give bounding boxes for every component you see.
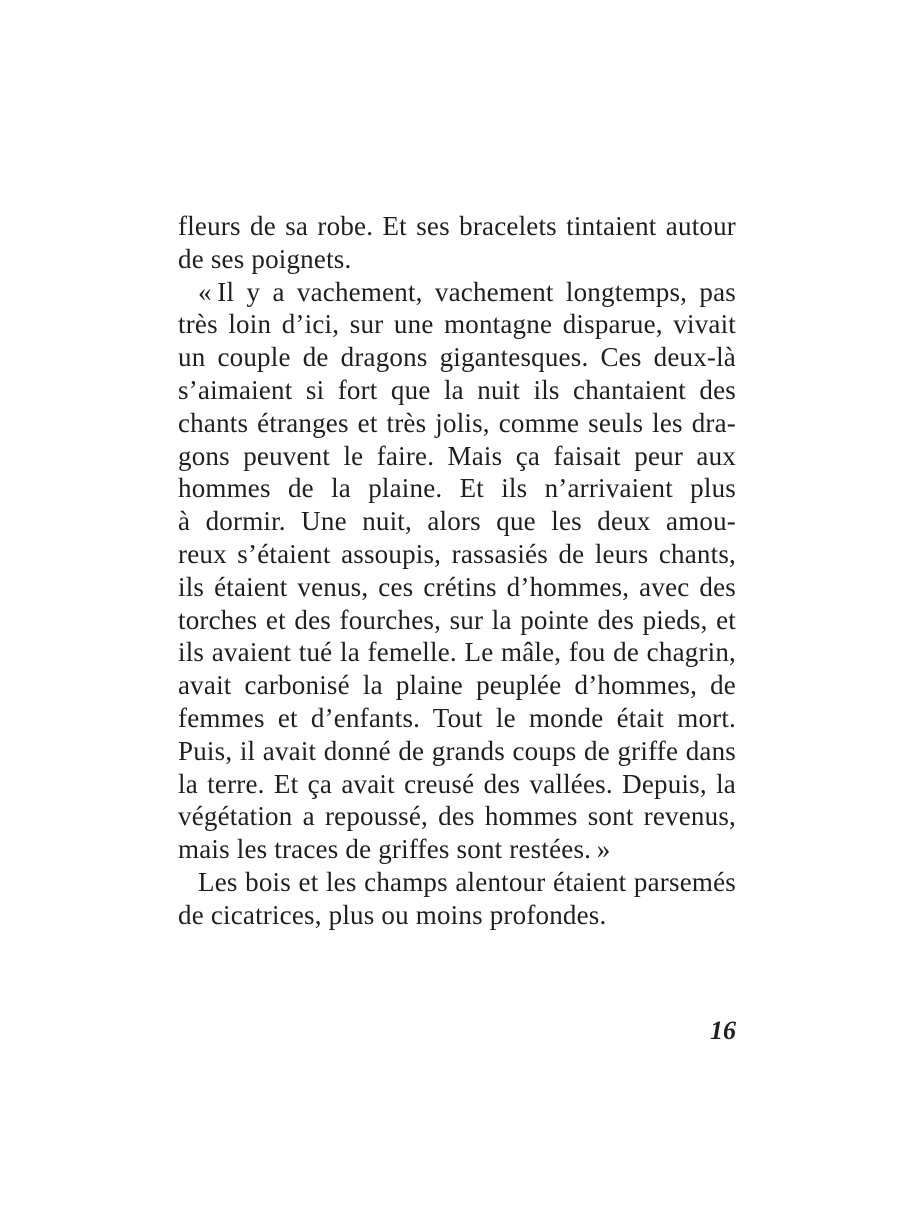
paragraph — [178, 210, 736, 276]
text-line: la terre. Et ça avait creusé des vallées. Depuis, la — [178, 768, 736, 799]
page-number: 16 — [710, 1016, 736, 1045]
text-line: « Il y a vachement, vachement longtemps, pas — [198, 276, 736, 307]
text-line: hommes de la plaine. Et ils n’arrivaient plus — [178, 473, 736, 504]
text-line: s’aimaient si fort que la nuit ils chantaient des — [178, 374, 736, 405]
text-line: chants étranges et très jolis, comme seuls les dra- — [178, 407, 736, 438]
text-line: avait carbonisé la plaine peuplée d’hommes, de — [178, 670, 736, 701]
text-line: Les bois et les champs alentour étaient parsemés — [198, 866, 736, 897]
text-line: reux s’étaient assoupis, rassasiés de leurs chants, — [178, 538, 736, 569]
text-line: gons peuvent le faire. Mais ça faisait peur aux — [178, 440, 736, 471]
text-line: à dormir. Une nuit, alors que les deux amou- — [178, 506, 736, 537]
page-text — [178, 210, 736, 932]
text-line: mais les traces de griffes sont restées. » — [178, 834, 611, 865]
text-line: torches et des fourches, sur la pointe des pieds, et — [178, 604, 736, 635]
text-line: Puis, il avait donné de grands coups de griffe dans — [178, 735, 736, 766]
text-line: végétation a repoussé, des hommes sont revenus, — [178, 801, 736, 832]
text-line: femmes et d’enfants. Tout le monde était mort. — [178, 702, 736, 733]
paragraph — [178, 866, 736, 932]
text-line: de cicatrices, plus ou moins profondes. — [178, 899, 607, 930]
text-line: ils étaient venus, ces crétins d’hommes, avec des — [178, 571, 736, 602]
text-line: un couple de dragons gigantesques. Ces deux-là — [178, 342, 736, 373]
text-line: ils avaient tué la femelle. Le mâle, fou de chagrin, — [178, 637, 736, 668]
text-line: de ses poignets. — [178, 243, 352, 274]
text-line: fleurs de sa robe. Et ses bracelets tintaient autour — [178, 211, 736, 241]
paragraph — [178, 276, 736, 866]
text-line: très loin d’ici, sur une montagne disparue, vivait — [178, 309, 736, 340]
